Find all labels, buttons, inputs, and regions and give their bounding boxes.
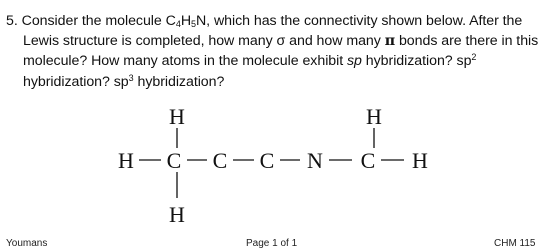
question-text-part: hybridization? sp (361, 53, 472, 70)
question-text-part: H (180, 13, 192, 29)
question-text-part: bonds are there in this (395, 32, 539, 49)
question-text-part: hybridization? (133, 73, 225, 90)
footer-right: CHM 115 (494, 238, 536, 249)
atom-h-left: H (118, 148, 134, 173)
sigma-symbol: σ (276, 32, 286, 49)
atom-c1: C (166, 148, 182, 173)
question-text-part: N, which has the connectivity shown below. After the (195, 13, 523, 29)
question-text-part: and how many (285, 32, 385, 49)
superscript-2: 2 (471, 52, 477, 63)
question-text-part: molecule? How many atoms in the molecule exhibit (23, 53, 348, 70)
question-text-part: Lewis structure is completed, how many (23, 32, 277, 49)
question-text-part: hybridization? sp (23, 73, 129, 90)
atom-n: N (307, 148, 323, 173)
superscript-3: 3 (128, 72, 134, 83)
atom-h-right: H (412, 148, 428, 173)
footer-left: Youmans (6, 238, 48, 249)
subscript-4: 4 (175, 19, 181, 29)
question-number: 5. (6, 13, 18, 29)
footer-page-number: Page 1 of 1 (246, 238, 298, 249)
pi-symbol: π (384, 32, 396, 49)
atom-h-c1-bottom: H (169, 202, 185, 227)
atom-c2: C (212, 148, 228, 173)
sp-italic: sp (347, 53, 362, 70)
subscript-5: 5 (191, 19, 196, 29)
atom-c4: C (360, 148, 376, 173)
atom-h-c4-top: H (366, 104, 382, 129)
question-text-part: Consider the molecule C (21, 13, 176, 29)
atom-c3: C (259, 148, 275, 173)
atom-h-c1-top: H (169, 104, 185, 129)
